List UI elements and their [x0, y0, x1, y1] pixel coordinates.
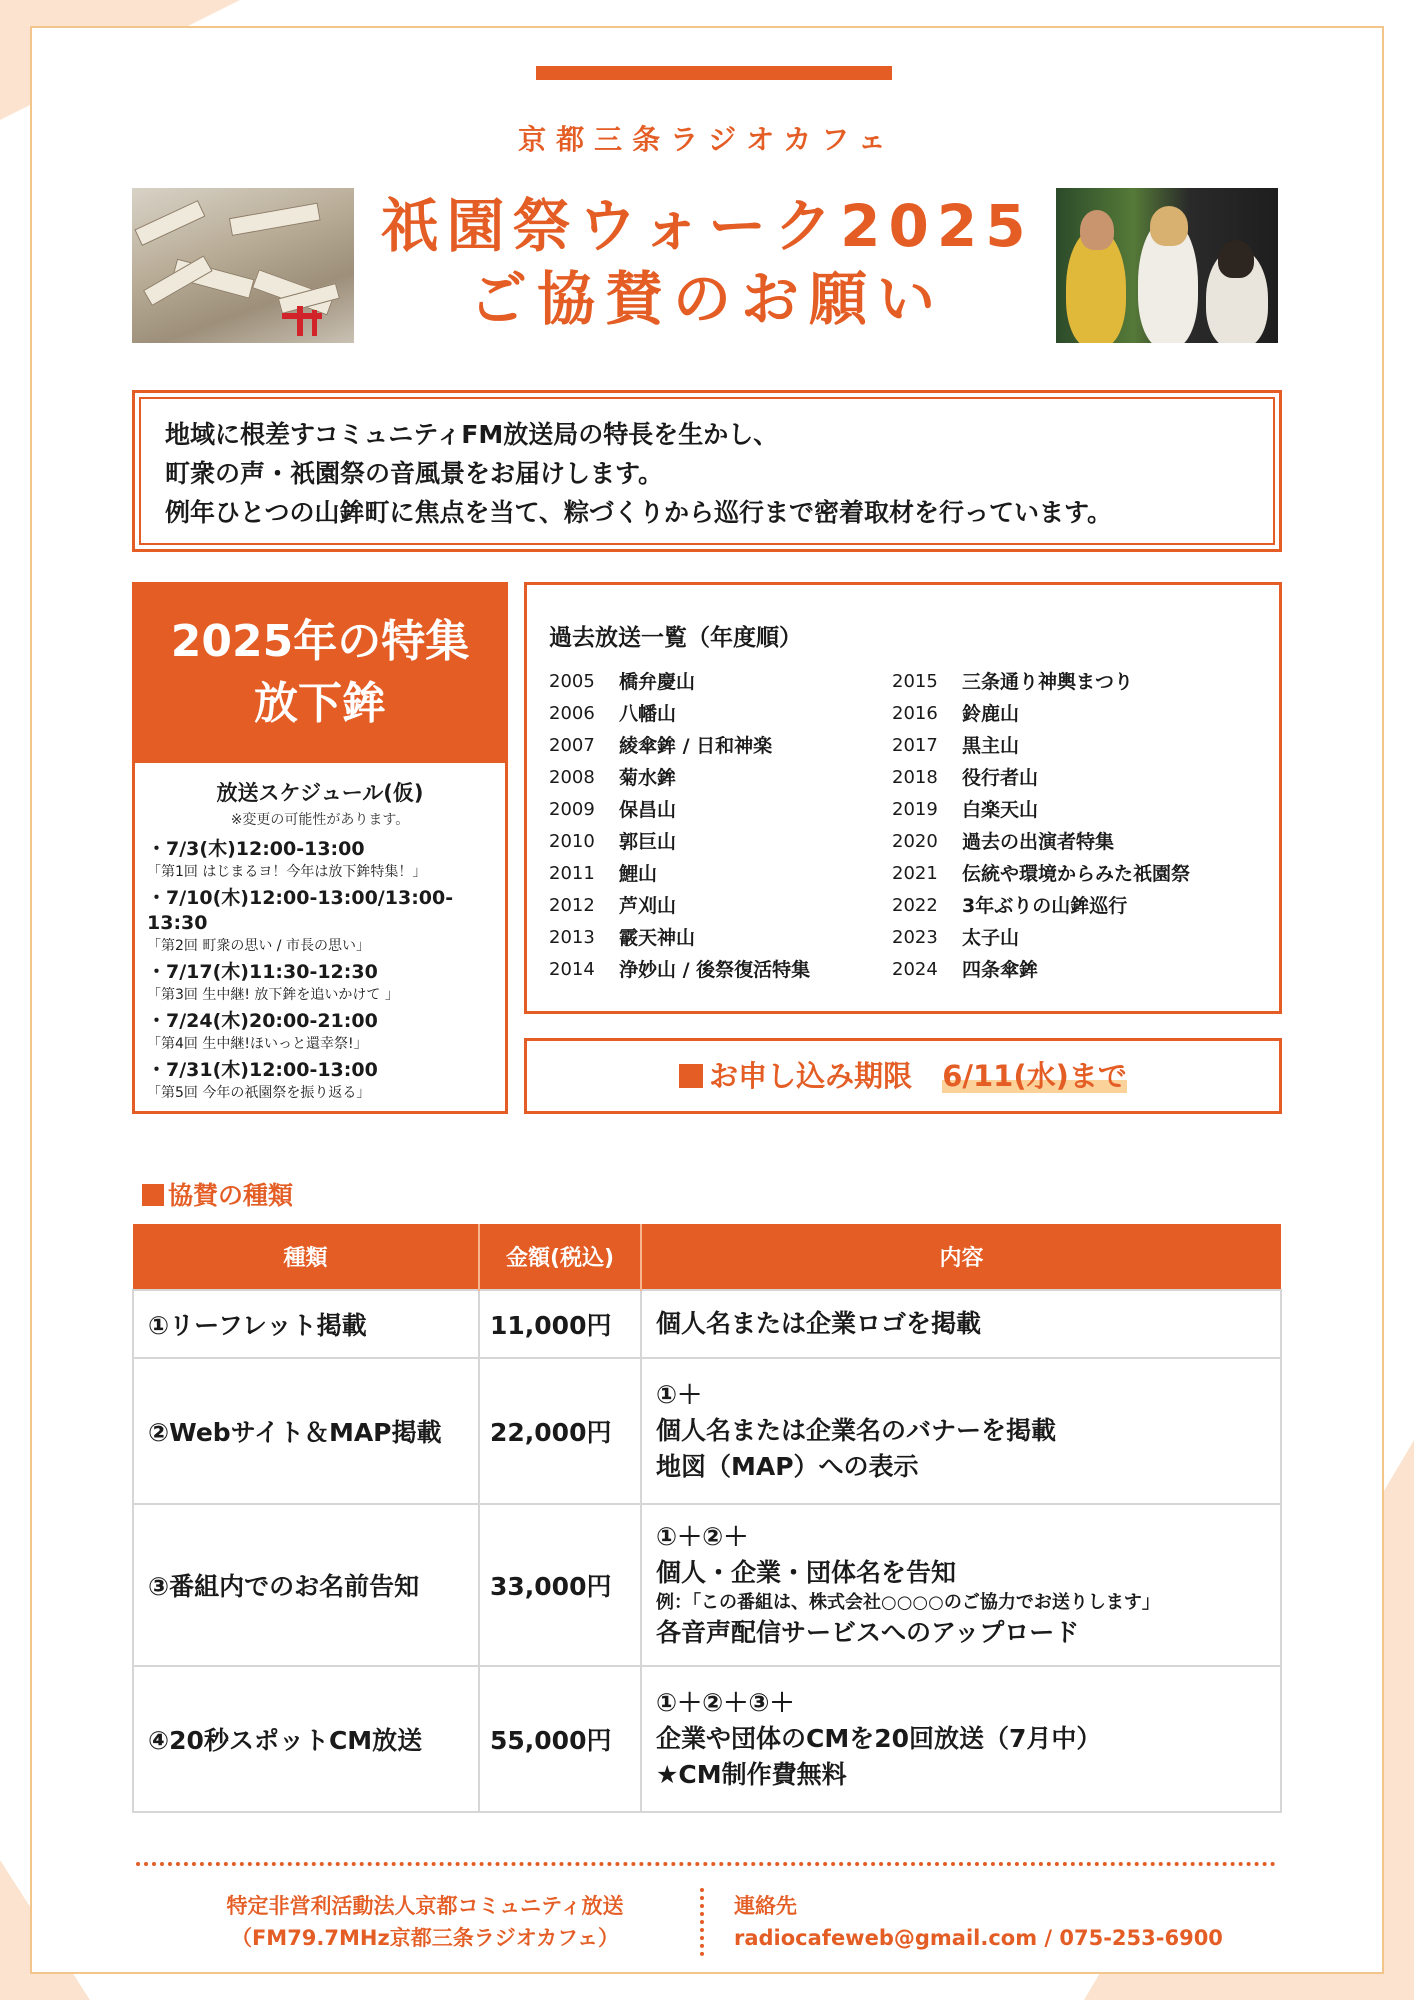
- top-accent-bar: [536, 66, 892, 80]
- content-line: 地図（MAP）への表示: [656, 1452, 919, 1481]
- history-year: 2011: [549, 863, 595, 884]
- history-row: [549, 922, 892, 954]
- content-line: 個人名または企業ロゴを掲載: [656, 1309, 982, 1338]
- history-title: 過去放送一覧（年度順）: [549, 625, 802, 651]
- sponsor-type: ③番組内でのお名前告知: [133, 1504, 479, 1666]
- history-name: 太子山: [962, 927, 1020, 949]
- history-name: 黒主山: [962, 735, 1020, 757]
- history-row: [549, 762, 892, 794]
- brand-name: 京都三条ラジオカフェ: [518, 123, 896, 156]
- history-year: 2009: [549, 799, 595, 820]
- schedule-episode: 「第5回 今年の祇園祭を振り返る」: [147, 1085, 371, 1101]
- history-row: [549, 890, 892, 922]
- deadline-date: 6/11(水)まで: [942, 1059, 1127, 1093]
- history-year: 2006: [549, 703, 595, 724]
- history-year: 2020: [892, 831, 938, 852]
- history-year: 2024: [892, 959, 938, 980]
- footer-contact: [734, 1890, 1223, 1954]
- schedule-episode: 「第1回 はじまるヨ！今年は放下鉾特集！」: [147, 864, 427, 880]
- schedule-episode: 「第3回 生中継! 放下鉾を追いかけて 」: [147, 987, 399, 1003]
- table-row: [133, 1290, 1281, 1358]
- history-name: 過去の出演者特集: [962, 831, 1115, 853]
- title-line-1: 祇園祭ウォーク2025: [380, 192, 1034, 260]
- feature-heading: [135, 585, 505, 763]
- content-line: 企業や団体のCMを20回放送（7月中）: [656, 1724, 1102, 1753]
- schedule-time: ・7/24(木)20:00-21:00: [147, 1010, 378, 1032]
- history-year: 2015: [892, 671, 938, 692]
- content-example: 例：「この番組は、株式会社○○○○のご協力でお送りします」: [656, 1592, 1160, 1613]
- history-row: [892, 890, 1235, 922]
- schedule-episode: 「第4回 生中継!ほいっと還幸祭!」: [147, 1036, 368, 1052]
- content-line: ①＋②＋③＋: [656, 1688, 795, 1717]
- history-name: 3年ぶりの山鉾巡行: [962, 895, 1128, 917]
- title-line-2: ご協賛のお願い: [468, 264, 945, 333]
- intro-text: [139, 397, 1275, 545]
- history-column-left: [549, 666, 892, 986]
- schedule-item: [147, 960, 505, 1005]
- history-year: 2014: [549, 959, 595, 980]
- schedule-time: ・7/31(木)12:00-13:00: [147, 1059, 378, 1081]
- footer-organization: [160, 1890, 690, 1954]
- sponsor-price: 11,000円: [479, 1290, 641, 1358]
- header-content: 内容: [641, 1224, 1281, 1290]
- sponsor-content: [641, 1504, 1281, 1666]
- schedule-item: [147, 837, 505, 882]
- table-row: [133, 1666, 1281, 1812]
- content-line: ★CM制作費無料: [656, 1760, 847, 1789]
- history-row: [549, 858, 892, 890]
- history-name: 四条傘鉾: [962, 959, 1039, 981]
- sponsor-type: ④20秒スポットCM放送: [133, 1666, 479, 1812]
- schedule-note: ※変更の可能性があります。: [230, 812, 410, 828]
- history-row: [892, 858, 1235, 890]
- schedule-item: [147, 1009, 505, 1054]
- sponsor-section-title: [142, 1176, 293, 1212]
- history-name: 浄妙山 / 後祭復活特集: [619, 959, 811, 981]
- history-row: [549, 954, 892, 986]
- history-year: 2013: [549, 927, 595, 948]
- schedule-time: ・7/17(木)11:30-12:30: [147, 961, 378, 983]
- content-line: 個人・企業・団体名を告知: [656, 1558, 957, 1587]
- history-row: [892, 666, 1235, 698]
- content-line: 各音声配信サービスへのアップロード: [656, 1618, 1080, 1647]
- sponsor-price: 33,000円: [479, 1504, 641, 1666]
- history-row: [549, 794, 892, 826]
- history-name: 鈴鹿山: [962, 703, 1020, 725]
- history-row: [892, 922, 1235, 954]
- history-name: 綾傘鉾 / 日和神楽: [619, 735, 773, 757]
- table-row: [133, 1358, 1281, 1504]
- content-line: 個人名または企業名のバナーを掲載: [656, 1416, 1057, 1445]
- footer-divider: [136, 1862, 1276, 1866]
- history-year: 2008: [549, 767, 595, 788]
- history-name: 橋弁慶山: [619, 671, 696, 693]
- schedule-title: 放送スケジュール(仮): [216, 781, 424, 805]
- sponsor-content: [641, 1666, 1281, 1812]
- content-line: ①＋②＋: [656, 1522, 749, 1551]
- square-bullet-icon: [679, 1064, 703, 1088]
- table-header-row: [133, 1224, 1281, 1290]
- history-row: [549, 698, 892, 730]
- broadcast-history-panel: [524, 582, 1282, 1014]
- square-bullet-icon: [142, 1184, 164, 1206]
- header-type: 種類: [133, 1224, 479, 1290]
- sponsor-type: ①リーフレット掲載: [133, 1290, 479, 1358]
- schedule-time: ・7/3(木)12:00-13:00: [147, 838, 365, 860]
- history-row: [549, 730, 892, 762]
- history-year: 2021: [892, 863, 938, 884]
- header-price: 金額(税込): [479, 1224, 641, 1290]
- organization-station: （FM79.7MHz京都三条ラジオカフェ）: [230, 1926, 620, 1950]
- history-name: 役行者山: [962, 767, 1039, 789]
- feature-panel: [132, 582, 508, 1114]
- sponsor-content: [641, 1358, 1281, 1504]
- history-row: [892, 794, 1235, 826]
- schedule-item: [147, 886, 505, 956]
- intro-line: 町衆の声・祇園祭の音風景をお届けします。: [165, 459, 664, 488]
- intro-line: 例年ひとつの山鉾町に焦点を当て、粽づくりから巡行まで密着取材を行っています。: [165, 498, 1113, 527]
- sponsor-section-label: 協賛の種類: [168, 1181, 294, 1210]
- schedule-item: [147, 1058, 505, 1103]
- history-year: 2018: [892, 767, 938, 788]
- history-column-right: [892, 666, 1235, 986]
- history-name: 三条通り神輿まつり: [962, 671, 1134, 693]
- history-name: 芦刈山: [619, 895, 677, 917]
- contact-label: 連絡先: [734, 1894, 797, 1918]
- contact-details: radiocafeweb@gmail.com / 075-253-6900: [734, 1926, 1223, 1950]
- history-row: [892, 730, 1235, 762]
- sponsor-price: 22,000円: [479, 1358, 641, 1504]
- history-name: 郭巨山: [619, 831, 677, 853]
- history-year: 2019: [892, 799, 938, 820]
- content-line: ①＋: [656, 1380, 703, 1409]
- history-name: 菊水鉾: [619, 767, 677, 789]
- sponsor-price: 55,000円: [479, 1666, 641, 1812]
- history-row: [892, 954, 1235, 986]
- sponsor-content: [641, 1290, 1281, 1358]
- history-year: 2012: [549, 895, 595, 916]
- history-year: 2010: [549, 831, 595, 852]
- deadline-label: お申し込み期限: [709, 1059, 913, 1093]
- history-name: 八幡山: [619, 703, 677, 725]
- feature-year-label: 2025年の特集: [170, 616, 470, 667]
- history-name: 鯉山: [619, 863, 658, 885]
- table-row: [133, 1504, 1281, 1666]
- history-name: 霰天神山: [619, 927, 696, 949]
- history-row: [892, 762, 1235, 794]
- history-year: 2017: [892, 735, 938, 756]
- history-name: 保昌山: [619, 799, 677, 821]
- sponsor-table: [132, 1224, 1282, 1813]
- intro-line: 地域に根差すコミュニティFM放送局の特長を生かし、: [165, 420, 779, 449]
- chimaki-photo: [132, 188, 354, 343]
- history-year: 2016: [892, 703, 938, 724]
- page-title: [340, 190, 1074, 335]
- feature-subject: 放下鉾: [254, 678, 386, 729]
- footer-separator: [700, 1888, 704, 1956]
- deadline-box: [524, 1038, 1282, 1114]
- history-row: [549, 666, 892, 698]
- history-row: [892, 698, 1235, 730]
- sponsor-type: ②Webサイト＆MAP掲載: [133, 1358, 479, 1504]
- schedule-time: ・7/10(木)12:00-13:00/13:00-13:30: [147, 887, 454, 934]
- history-year: 2007: [549, 735, 595, 756]
- studio-photo: [1056, 188, 1278, 343]
- intro-box: [132, 390, 1282, 552]
- history-year: 2023: [892, 927, 938, 948]
- schedule-list: [135, 829, 505, 1103]
- schedule-episode: 「第2回 町衆の思い / 市長の思い」: [147, 938, 370, 954]
- history-name: 伝統や環境からみた祇園祭: [962, 863, 1191, 885]
- organization-name: 特定非営利活動法人京都コミュニティ放送: [226, 1894, 624, 1918]
- history-row: [892, 826, 1235, 858]
- history-year: 2022: [892, 895, 938, 916]
- history-name: 白楽天山: [962, 799, 1039, 821]
- history-year: 2005: [549, 671, 595, 692]
- history-row: [549, 826, 892, 858]
